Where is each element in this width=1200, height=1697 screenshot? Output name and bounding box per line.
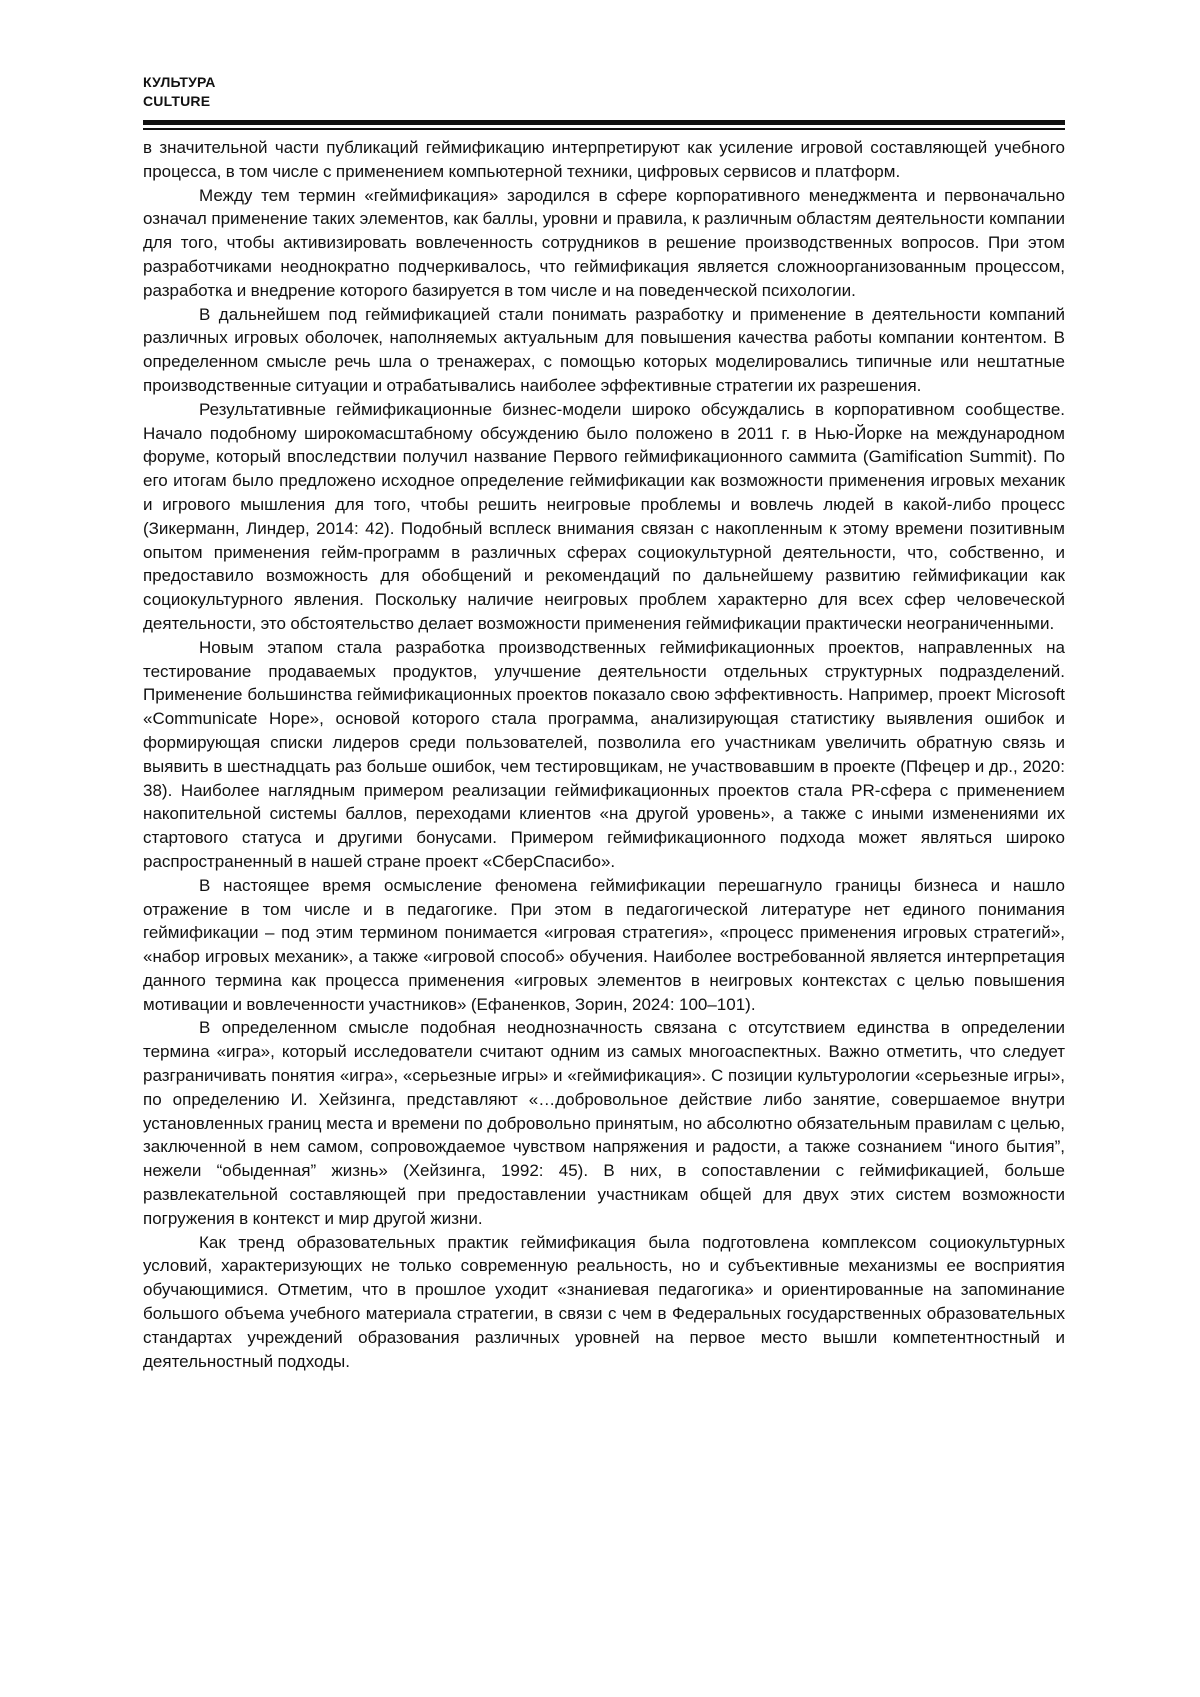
paragraph: Новым этапом стала разработка производственных геймификационных проектов, направленных на тестирование продаваемых продуктов, улучшение деятельности отдельных структурных подразделений. Применение большинства геймификационных проектов показало свою эффективность. Например, проект Microsoft «Communicate Hope», основой которого стала программа, анализирующая статистику выявления ошибок и формирующая списки лидеров среди пользователей, позволила его участникам увеличить обратную связь и выявить в шестнадцать раз больше ошибок, чем тестировщикам, не участвовавшим в проекте (Пфецер и др., 2020: 38). Наиболее наглядным примером реализации геймификационных проектов стала PR-сфера с применением накопительной системы баллов, переходами клиентов «на другой уровень», а также с иными изменениями их стартового статуса и другими бонусами. Примером геймификационного подхода может являться широко распространенный в нашей стране проект «СберСпасибо». [143,637,1065,871]
paragraph: Результативные геймификационные бизнес-модели широко обсуждались в корпоративном сообществе. Начало подобному широкомасштабному обсуждению было положено в 2011 г. в Нью-Йорке на международном форуме, который впоследствии получил название Первого геймификационного саммита (Gamification Summit). По его итогам было предложено исходное определение геймификации как возможности применения игровых механик и игрового мышления для того, чтобы решить неигровые проблемы и вовлечь людей в какой-либо процесс (Зикерманн, Линдер, 2014: 42). Подобный всплеск внимания связан с накопленным к этому времени позитивным опытом применения гейм-программ в различных сферах социокультурной деятельности, что, собственно, и предоставило возможность для обобщений и рекомендаций по дальнейшему развитию геймификации как социокультурного явления. Поскольку наличие неигровых проблем характерно для всех сфер человеческой деятельности, это обстоятельство делает возможности применения геймификации практически неограниченными. [143,399,1065,633]
paragraph-continued: в значительной части публикаций геймификацию интерпретируют как усиление игровой составляющей учебного процесса, в том числе с применением компьютерной техники, цифровых сервисов и платформ. [143,138,1065,181]
section-title-en: CULTURE [143,93,211,109]
section-title-ru: КУЛЬТУРА [143,74,216,90]
header-rule-thick [143,120,1065,125]
paragraph: Как тренд образовательных практик геймификация была подготовлена комплексом социокультурных условий, характеризующих не только современную реальность, но и субъективные механизмы ее восприятия обучающимися. Отметим, что в прошлое уходит «знаниевая педагогика» и ориентированные на запоминание большого объема учебного материала стратегии, в связи с чем в Федеральных государственных образовательных стандартах учреждений образования различных уровней на первое место вышли компетентностный и деятельностный подходы. [143,1232,1065,1371]
paragraph: Между тем термин «геймификация» зародился в сфере корпоративного менеджмента и первоначально означал применение таких элементов, как баллы, уровни и правила, к различным областям деятельности компании для того, чтобы активизировать вовлеченность сотрудников в решение производственных вопросов. При этом разработчиками неоднократно подчеркивалось, что геймификация является сложноорганизованным процессом, разработка и внедрение которого базируется в том числе и на поведенческой психологии. [143,185,1065,300]
article-body [143,136,1065,1373]
paragraph: В определенном смысле подобная неоднозначность связана с отсутствием единства в определении термина «игра», который исследователи считают одним из самых многоаспектных. Важно отметить, что следует разграничивать понятия «игра», «серьезные игры» и «геймификация». С позиции культурологии «серьезные игры», по определению И. Хейзинга, представляют «…добровольное действие либо занятие, совершаемое внутри установленных границ места и времени по добровольно принятым, но абсолютно обязательным правилам с целью, заключенной в нем самом, сопровождаемое чувством напряжения и радости, а также сознанием “иного бытия”, нежели “обыденная” жизнь» (Хейзинга, 1992: 45). В них, в сопоставлении с геймификацией, больше развлекательной составляющей при предоставлении участникам общей для двух этих систем возможности погружения в контекст и мир другой жизни. [143,1018,1065,1228]
running-head [143,73,216,111]
paragraph: В дальнейшем под геймификацией стали понимать разработку и применение в деятельности компаний различных игровых оболочек, наполняемых актуальным для повышения качества работы компании контентом. В определенном смысле речь шла о тренажерах, с помощью которых моделировались типичные или нештатные производственные ситуации и отрабатывались наиболее эффективные стратегии их разрешения. [143,304,1065,395]
header-rule-thin [143,128,1065,130]
paragraph: В настоящее время осмысление феномена геймификации перешагнуло границы бизнеса и нашло отражение в том числе и в педагогике. При этом в педагогической литературе нет единого понимания геймификации – под этим термином понимается «игровая стратегия», «процесс применения игровых стратегий», «набор игровых механик», а также «игровой способ» обучения. Наиболее востребованной является интерпретация данного термина как процесса применения «игровых элементов в неигровых контекстах с целью повышения мотивации и вовлеченности участников» (Ефаненков, Зорин, 2024: 100–101). [143,875,1065,1014]
